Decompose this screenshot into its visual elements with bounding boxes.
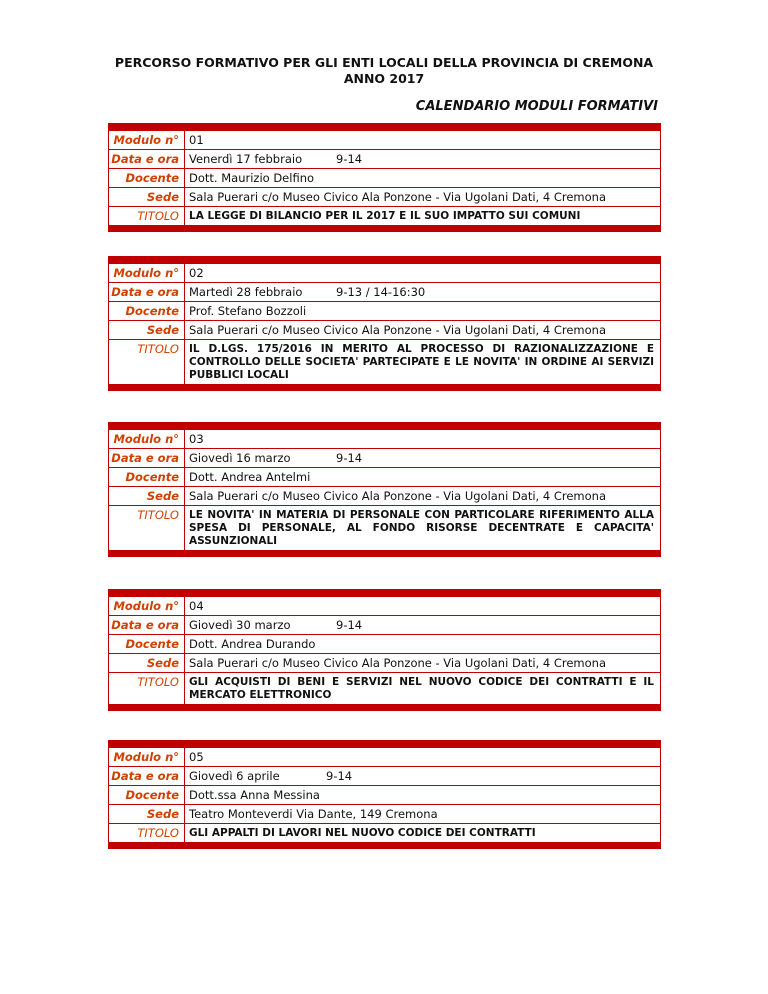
- module-title: LA LEGGE DI BILANCIO PER IL 2017 E IL SUO IMPATTO SUI COMUNI: [189, 210, 581, 222]
- module-time: 9-14: [336, 152, 363, 166]
- module-title: GLI APPALTI DI LAVORI NEL NUOVO CODICE DEI CONTRATTI: [189, 827, 536, 839]
- module-date: Martedì 28 febbraio: [189, 285, 303, 299]
- label-titolo: TITOLO: [109, 207, 185, 225]
- module-bottom-band: [109, 225, 660, 232]
- module-title: LE NOVITA' IN MATERIA DI PERSONALE CON PARTICOLARE RIFERIMENTO ALLA SPESA DI PERSONALE, AL FONDO RISORSE DECENTRATE E CAPACITA' ASSUNZIONALI: [189, 509, 654, 547]
- module-date: Venerdì 17 febbraio: [189, 152, 303, 166]
- module-card: [108, 256, 661, 391]
- module-title: GLI ACQUISTI DI BENI E SERVIZI NEL NUOVO CODICE DEI CONTRATTI E IL MERCATO ELETTRONICO: [189, 676, 654, 701]
- module-time: 9-14: [326, 769, 353, 783]
- label-data: Data e ora: [109, 767, 185, 785]
- label-data: Data e ora: [109, 616, 185, 634]
- label-data: Data e ora: [109, 283, 185, 301]
- module-bottom-band: [109, 550, 660, 557]
- module-date: Giovedì 16 marzo: [189, 451, 291, 465]
- module-time: 9-14: [336, 618, 363, 632]
- label-docente: Docente: [109, 786, 185, 804]
- module-title: IL D.LGS. 175/2016 IN MERITO AL PROCESSO DI RAZIONALIZZAZIONE E CONTROLLO DELLE SOCIETA' PARTECIPATE E LE NOVITA' IN ORDINE AI SERVIZI PUBBLICI LOCALI: [189, 343, 654, 381]
- label-titolo: TITOLO: [109, 506, 185, 550]
- label-data: Data e ora: [109, 150, 185, 168]
- module-time: 9-13 / 14-16:30: [336, 285, 426, 299]
- document-title-line1: PERCORSO FORMATIVO PER GLI ENTI LOCALI DELLA PROVINCIA DI CREMONA: [114, 55, 654, 70]
- label-sede: Sede: [109, 321, 185, 339]
- label-titolo: TITOLO: [109, 824, 185, 842]
- module-date: Giovedì 30 marzo: [189, 618, 291, 632]
- module-top-band: [109, 123, 660, 130]
- module-venue: Sala Puerari c/o Museo Civico Ala Ponzone - Via Ugolani Dati, 4 Cremona: [189, 323, 606, 337]
- module-teacher: Dott. Andrea Antelmi: [189, 470, 311, 484]
- module-top-band: [109, 422, 660, 429]
- label-modulo: Modulo n°: [109, 748, 185, 766]
- module-top-band: [109, 589, 660, 596]
- label-sede: Sede: [109, 654, 185, 672]
- module-teacher: Dott. Andrea Durando: [189, 637, 316, 651]
- module-venue: Sala Puerari c/o Museo Civico Ala Ponzone - Via Ugolani Dati, 4 Cremona: [189, 489, 606, 503]
- document-title-line2: ANNO 2017: [343, 71, 425, 86]
- module-top-band: [109, 740, 660, 747]
- module-number: 05: [189, 750, 204, 764]
- module-teacher: Dott. Maurizio Delfino: [189, 171, 315, 185]
- label-docente: Docente: [109, 468, 185, 486]
- label-modulo: Modulo n°: [109, 597, 185, 615]
- calendar-title: CALENDARIO MODULI FORMATIVI: [415, 99, 658, 114]
- module-bottom-band: [109, 704, 660, 711]
- module-teacher: Dott.ssa Anna Messina: [189, 788, 320, 802]
- module-time: 9-14: [336, 451, 363, 465]
- label-titolo: TITOLO: [109, 340, 185, 384]
- module-venue: Teatro Monteverdi Via Dante, 149 Cremona: [189, 807, 438, 821]
- module-bottom-band: [109, 842, 660, 849]
- label-data: Data e ora: [109, 449, 185, 467]
- module-bottom-band: [109, 384, 660, 391]
- label-modulo: Modulo n°: [109, 430, 185, 448]
- module-card: [108, 589, 661, 711]
- module-card: [108, 123, 661, 232]
- module-venue: Sala Puerari c/o Museo Civico Ala Ponzone - Via Ugolani Dati, 4 Cremona: [189, 656, 606, 670]
- label-docente: Docente: [109, 169, 185, 187]
- label-docente: Docente: [109, 635, 185, 653]
- label-sede: Sede: [109, 188, 185, 206]
- label-docente: Docente: [109, 302, 185, 320]
- module-card: [108, 740, 661, 849]
- module-number: 02: [189, 266, 204, 280]
- module-number: 03: [189, 432, 204, 446]
- module-card: [108, 422, 661, 557]
- label-modulo: Modulo n°: [109, 131, 185, 149]
- label-sede: Sede: [109, 487, 185, 505]
- module-number: 04: [189, 599, 204, 613]
- module-number: 01: [189, 133, 204, 147]
- label-sede: Sede: [109, 805, 185, 823]
- module-date: Giovedì 6 aprile: [189, 769, 280, 783]
- module-venue: Sala Puerari c/o Museo Civico Ala Ponzone - Via Ugolani Dati, 4 Cremona: [189, 190, 606, 204]
- label-modulo: Modulo n°: [109, 264, 185, 282]
- module-teacher: Prof. Stefano Bozzoli: [189, 304, 307, 318]
- module-top-band: [109, 256, 660, 263]
- label-titolo: TITOLO: [109, 673, 185, 704]
